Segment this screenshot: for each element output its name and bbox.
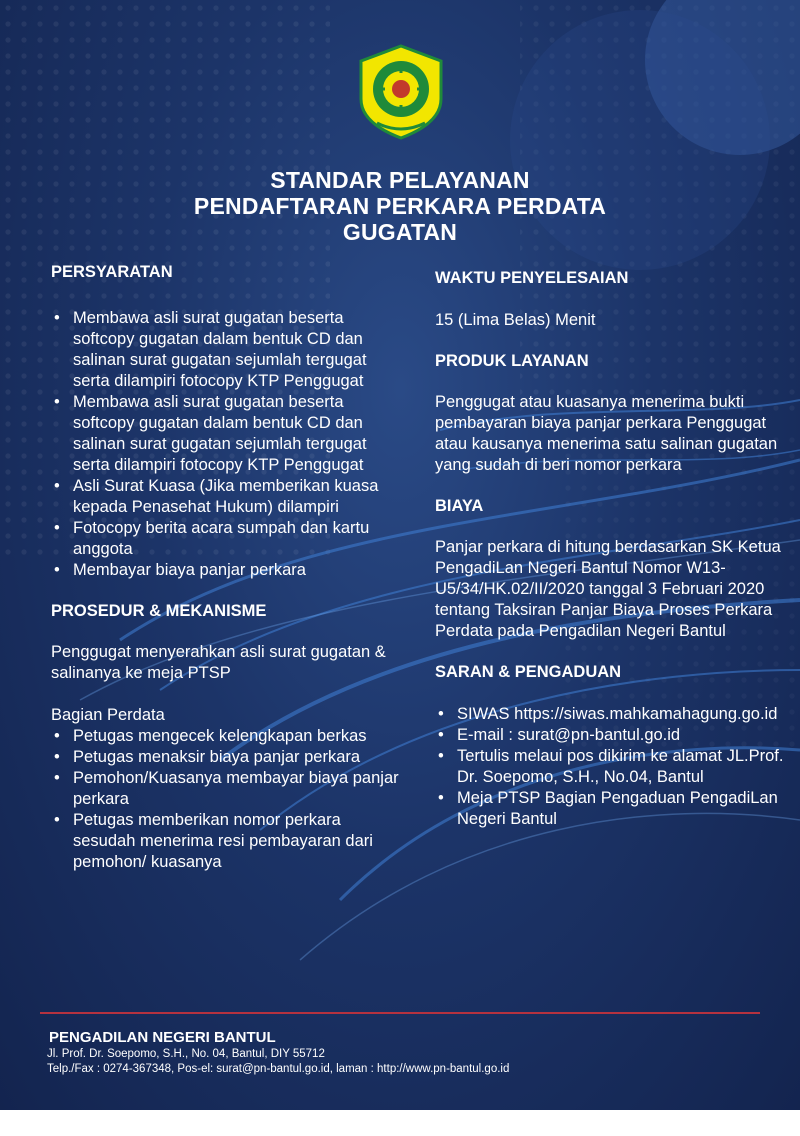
footer-divider — [40, 1012, 760, 1014]
saran-item: • E-mail : surat@pn-bantul.go.id — [435, 725, 785, 746]
prosedur-heading: PROSEDUR & MEKANISME — [51, 602, 267, 620]
prosedur-subheading: Bagian Perdata — [51, 706, 165, 724]
title-line-2: PENDAFTARAN PERKARA PERDATA — [193, 193, 607, 219]
saran-item: • Meja PTSP Bagian Pengaduan PengadiLan Negeri Bantul — [435, 788, 785, 830]
prosedur-item: • Pemohon/Kuasanya membayar biaya panjar perkara — [51, 768, 406, 810]
persyaratan-item: • Fotocopy berita acara sumpah dan kartu anggota — [51, 518, 406, 560]
title-line-3: GUGATAN — [342, 219, 458, 245]
footer-contact: Telp./Fax : 0274-367348, Pos-el: surat@pn-bantul.go.id, laman : http://www.pn-bantul.go.id — [47, 1063, 510, 1075]
footer-address: Jl. Prof. Dr. Soepomo, S.H., No. 04, Bantul, DIY 55712 — [47, 1048, 325, 1060]
persyaratan-list — [51, 308, 406, 581]
title-line-1: STANDAR PELAYANAN — [270, 167, 530, 193]
persyaratan-item: • Membawa asli surat gugatan beserta softcopy gugatan dalam bentuk CD dan salinan surat gugatan sejumlah tergugat serta dilampiri fotocopy KTP Penggugat — [51, 392, 406, 476]
biaya-text: Panjar perkara di hitung berdasarkan SK Ketua PengadiLan Negeri Bantul Nomor W13-U5/34/HK.02/II/2020 tanggal 3 Februari 2020 tentang Taksiran Panjar Biaya Proses Perkara Perdata pada Pengadilan Negeri Bantul — [435, 538, 781, 640]
saran-item: • SIWAS https://siwas.mahkamahagung.go.id — [435, 704, 785, 725]
biaya-heading: BIAYA — [435, 497, 484, 515]
page-title — [0, 167, 800, 245]
produk-heading: PRODUK LAYANAN — [435, 352, 589, 370]
court-emblem-icon — [357, 43, 445, 141]
waktu-heading: WAKTU PENYELESAIAN — [435, 269, 629, 287]
persyaratan-item: • Asli Surat Kuasa (Jika memberikan kuasa kepada Penasehat Hukum) dilampiri — [51, 476, 406, 518]
persyaratan-item: • Membawa asli surat gugatan beserta softcopy gugatan dalam bentuk CD dan salinan surat gugatan sejumlah tergugat serta dilampiri fotocopy KTP Penggugat — [51, 308, 406, 392]
persyaratan-item: • Membayar biaya panjar perkara — [51, 560, 406, 581]
prosedur-item: • Petugas mengecek kelengkapan berkas — [51, 726, 406, 747]
right-column — [435, 262, 785, 830]
waktu-text: 15 (Lima Belas) Menit — [435, 311, 596, 329]
produk-text: Penggugat atau kuasanya menerima bukti pembayaran biaya panjar perkara Penggugat atau kausanya menerima satu salinan gugatan yang sudah di beri nomor perkara — [435, 393, 778, 474]
saran-list — [435, 704, 785, 830]
persyaratan-heading: PERSYARATAN — [51, 263, 173, 281]
left-column — [51, 262, 406, 873]
saran-item: • Tertulis melaui pos dikirim ke alamat JL.Prof. Dr. Soepomo, S.H., No.04, Bantul — [435, 746, 785, 788]
saran-heading: SARAN & PENGADUAN — [435, 663, 622, 681]
prosedur-intro: Penggugat menyerahkan asli surat gugatan & salinanya ke meja PTSP — [51, 643, 386, 682]
footer — [47, 1029, 767, 1077]
prosedur-list — [51, 726, 406, 873]
prosedur-item: • Petugas memberikan nomor perkara sesudah menerima resi pembayaran dari pemohon/ kuasanya — [51, 810, 406, 873]
prosedur-item: • Petugas menaksir biaya panjar perkara — [51, 747, 406, 768]
footer-org-name: PENGADILAN NEGERI BANTUL — [49, 1029, 276, 1046]
